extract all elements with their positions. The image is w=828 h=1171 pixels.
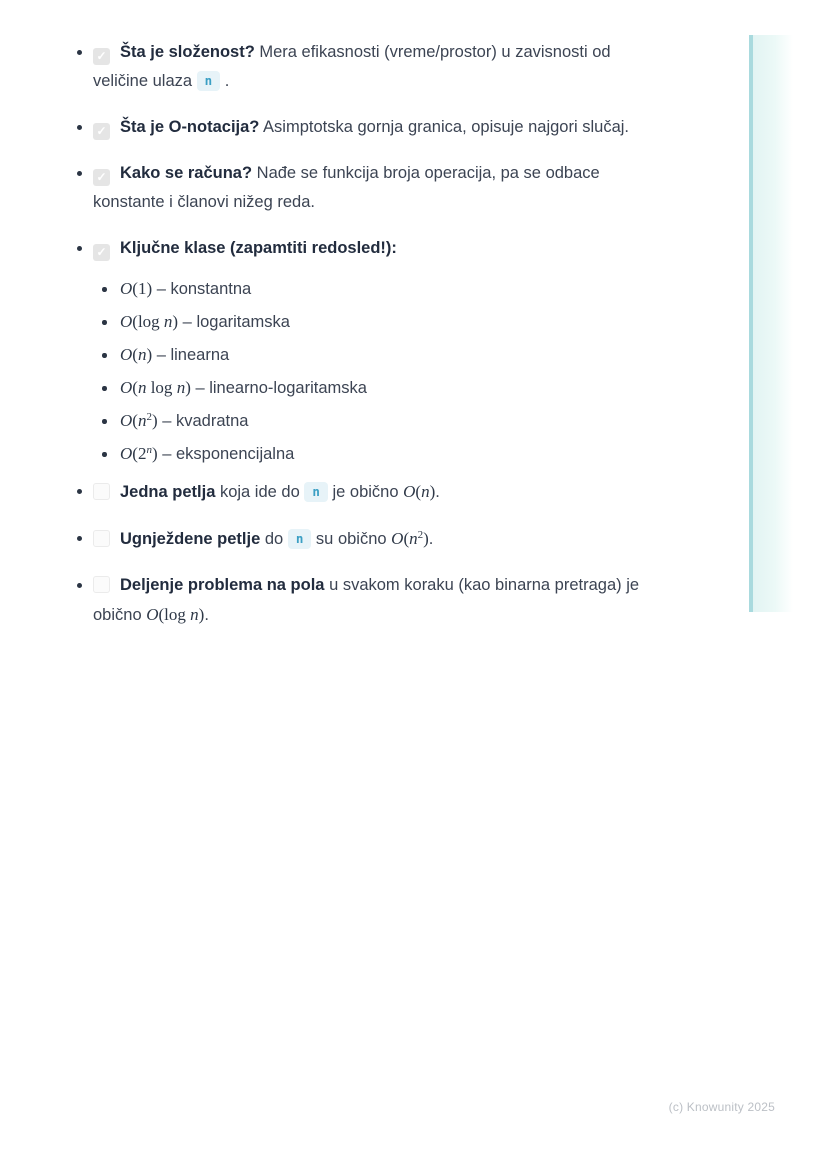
sublist-item: O(1) – konstantna: [93, 279, 642, 299]
math-expression: O(2$^n$): [120, 444, 158, 463]
checkbox-unchecked[interactable]: [93, 576, 110, 593]
item-bold-lead: Ključne klase (zapamtiti redosled!):: [120, 239, 397, 257]
math-expression: $O(n^2)$: [391, 529, 429, 548]
checklist: [62, 38, 642, 630]
checkbox-checked[interactable]: ✓: [93, 48, 110, 65]
math-expression: O(n): [120, 345, 153, 364]
checkbox-unchecked[interactable]: [93, 530, 110, 547]
item-bold-lead: Ugnježdene petlje: [120, 530, 261, 548]
checkbox-unchecked[interactable]: [93, 483, 110, 500]
footer-copyright: (c) Knowunity 2025: [668, 1100, 775, 1114]
inline-code-chip: n: [304, 482, 328, 502]
math-expression: $O(n^2)$: [120, 411, 158, 430]
checkbox-checked[interactable]: ✓: [93, 244, 110, 261]
math-expression: O(n log n): [120, 378, 191, 397]
sublist-item: O(n) – linearna: [93, 345, 642, 365]
sublist-item: $O(n^2)$ – kvadratna: [93, 411, 642, 431]
checkbox-checked[interactable]: ✓: [93, 123, 110, 140]
inline-code-chip: n: [288, 529, 312, 549]
checklist-item: ✓ Šta je O-notacija? Asimptotska gornja granica, opisuje najgori slučaj.: [62, 113, 642, 142]
notes-content: [62, 38, 642, 647]
math-expression: O(1): [120, 279, 153, 298]
inline-code-chip: n: [197, 71, 221, 91]
math-expression: O(log n): [146, 605, 205, 624]
checklist-item: ✓ Kako se računa? Nađe se funkcija broja operacija, pa se odbace konstante i članovi nižeg reda.: [62, 159, 642, 217]
math-expression: O(n): [403, 482, 436, 501]
checklist-item: Jedna petlja koja ide do n je obično O(n).: [62, 477, 642, 507]
item-bold-lead: Šta je O-notacija?: [120, 118, 260, 136]
item-bold-lead: Jedna petlja: [120, 483, 216, 501]
sublist-item: O(n log n) – linearno-logaritamska: [93, 378, 642, 398]
checklist-item: [62, 234, 642, 464]
item-bold-lead: Šta je složenost?: [120, 43, 255, 61]
checkbox-checked[interactable]: ✓: [93, 169, 110, 186]
checklist-item: Ugnježdene petlje do n su obično $O(n^2)$.: [62, 524, 642, 554]
checklist-item: Deljenje problema na pola u svakom koraku (kao binarna pretraga) je obično O(log n).: [62, 571, 642, 630]
item-bold-lead: Kako se računa?: [120, 164, 253, 182]
math-expression: O(log n): [120, 312, 179, 331]
checklist-item: ✓ Šta je složenost? Mera efikasnosti (vreme/prostor) u zavisnosti od veličine ulaza n .: [62, 38, 642, 96]
sublist-item: O(log n) – logaritamska: [93, 312, 642, 332]
sublist-item: O(2$^n$) – eksponencijalna: [93, 444, 642, 464]
item-bold-lead: Deljenje problema na pola: [120, 576, 325, 594]
complexity-classes-sublist: [93, 279, 642, 464]
right-margin-highlight: [749, 35, 793, 612]
